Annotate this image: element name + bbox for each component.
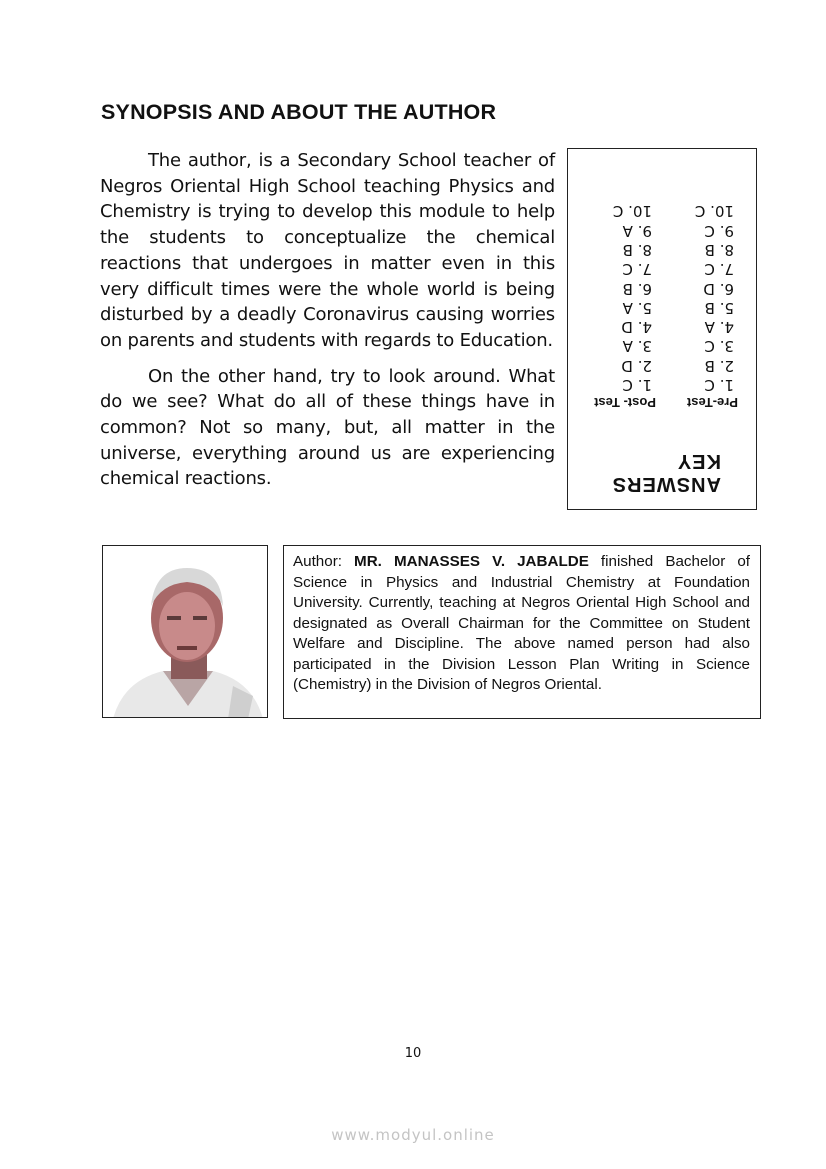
answer-item: 5. B	[704, 298, 734, 317]
answer-item: 2. B	[704, 356, 734, 375]
pre-test-column	[668, 201, 738, 410]
author-prefix: Author:	[293, 553, 355, 570]
answer-item: 7. C	[622, 260, 652, 279]
answer-item: 9. A	[622, 221, 652, 240]
answer-item: 9. C	[704, 221, 734, 240]
synopsis-text	[100, 148, 555, 502]
section-heading: SYNOPSIS AND ABOUT THE AUTHOR	[101, 100, 497, 124]
author-name: MR. MANASSES V. JABALDE	[354, 553, 589, 570]
answer-key-title: ANSWERS KEY	[611, 450, 721, 495]
author-bio-text: finished Bachelor of Science in Physics and Industrial Chemistry at Foundation University. Currently, teaching at Negros Oriental High School and designated as Overall Chairman for the Committee on Student Welfare and Discipline. The above named person had also participated in the Division Lesson Plan Writing in Science (Chemistry) in the Division of Negros Oriental.	[293, 553, 750, 693]
page-number: 10	[404, 1046, 422, 1061]
answer-item: 1. C	[622, 376, 652, 394]
author-photo	[102, 545, 268, 718]
answer-item: 7. C	[704, 260, 734, 279]
answer-item: 4. A	[704, 318, 734, 337]
answer-item: 4. D	[621, 318, 652, 337]
post-test-column	[586, 201, 656, 410]
answer-item: 1. C	[704, 376, 734, 394]
answer-item: 10. C	[612, 202, 652, 221]
watermark: www.modyul.online	[331, 1126, 495, 1144]
answer-item: 2. D	[621, 356, 652, 375]
paragraph: The author, is a Secondary School teacher of Negros Oriental High School teaching Physics and Chemistry is trying to develop this module to help the students to conceptualize the chemical reactions that undergoes in matter even in this very difficult times were the whole world is being disturbed by a deadly Coronavirus causing worries on parents and students with regards to Education.	[100, 150, 555, 351]
answer-item: 5. A	[622, 298, 652, 317]
answer-item: 10. C	[694, 202, 734, 221]
pre-test-label: Pre-Test	[686, 395, 738, 410]
answer-item: 6. D	[703, 279, 734, 298]
answer-key-box	[567, 148, 757, 510]
answer-item: 8. B	[622, 240, 652, 259]
paragraph: On the other hand, try to look around. What do we see? What do all of these things have in common? Not so many, but, all matter in the universe, everything around us are experiencing chemical reactions.	[100, 365, 555, 490]
answer-item: 3. C	[704, 337, 734, 356]
post-test-label: Post- Test	[594, 395, 656, 410]
answer-item: 6. B	[622, 279, 652, 298]
answer-item: 8. B	[704, 240, 734, 259]
answer-item: 3. A	[622, 337, 652, 356]
author-bio	[283, 545, 761, 719]
